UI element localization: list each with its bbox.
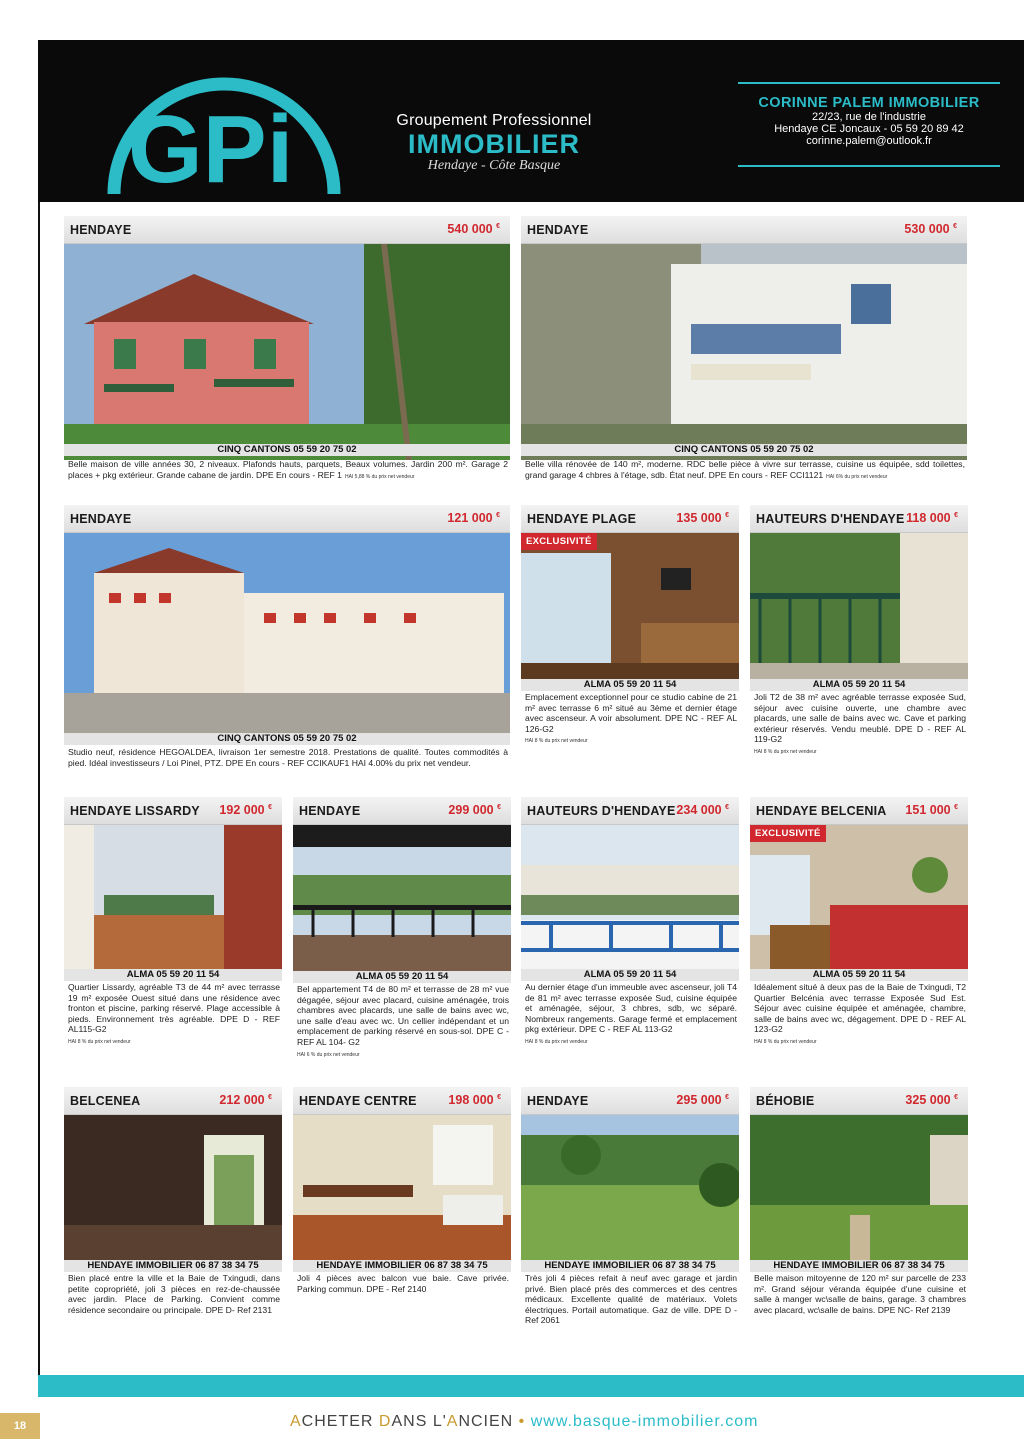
listing-photo[interactable] <box>750 825 968 969</box>
listing-description: Bel appartement T4 de 80 m² et terrasse de 28 m² vue dégagée, séjour avec placard, cuisine aménagée, trois chambres avec placards, une salle de bains avec wc, une salle d'eau avec wc. Un cellier indépendant et un emplacement de parking réservé en sous-sol. DPE C - REF AL 104- G2 HAI 6 % du prix net vendeur <box>297 984 509 1058</box>
agency-phone-band: ALMA 05 59 20 11 54 <box>293 971 511 983</box>
listing-description: Très joli 4 pièces refait à neuf avec garage et jardin privé. Bien placé près des commerces et des centres médicaux. Excellente qualité de matériaux. Volets électriques. Portail automatique. Gaz de ville. DPE D - Ref 2061 <box>525 1273 737 1326</box>
listing-card[interactable] <box>64 1087 282 1357</box>
listing-city: HENDAYE <box>70 223 132 237</box>
listing-card[interactable] <box>750 505 968 775</box>
agency-phone-band: ALMA 05 59 20 11 54 <box>64 969 282 981</box>
listing-header-bar <box>750 1087 968 1115</box>
listing-city: HAUTEURS D'HENDAYE <box>527 804 676 818</box>
listing-price: 212 000 € <box>219 1093 272 1107</box>
listing-price: 135 000 € <box>676 511 729 525</box>
listing-description: Belle maison mitoyenne de 120 m² sur parcelle de 233 m². Grand séjour véranda équipée d'une cuisine et salle à manger wc\salle de bains, garage. 3 chambres avec placard, wc\salle de bains. DPE NC- Ref 2139 <box>754 1273 966 1315</box>
listing-photo[interactable] <box>521 825 739 969</box>
listing-header-bar <box>521 216 967 244</box>
agency-phone-band: HENDAYE IMMOBILIER 06 87 38 34 75 <box>293 1260 511 1272</box>
listing-description: Quartier Lissardy, agréable T3 de 44 m² avec terrasse 19 m² exposée Ouest situé dans une résidence avec fronton et piscine, parking réservé. Plage accessible à pieds. Environnement très agréable. DPE D - REF AL115-G2 HAI 8 % du prix net vendeur <box>68 982 280 1045</box>
listing-description: Belle maison de ville années 30, 2 niveaux. Plafonds hauts, parquets, Beaux volumes. Jardin 200 m². Garage 2 places + pkg extérieur. Grande cabane de jardin. DPE En cours - REF 1 HAI 5,88 % du prix net vendeur <box>68 459 508 480</box>
org-line3: Hendaye - Côte Basque <box>427 158 561 173</box>
listing-description: Joli 4 pièces avec balcon vue baie. Cave privée. Parking commun. DPE - Ref 2140 <box>297 1273 509 1294</box>
agency-phone-band: CINQ CANTONS 05 59 20 75 02 <box>64 444 510 456</box>
listing-photo[interactable] <box>521 244 967 460</box>
listing-price: 325 000 € <box>905 1093 958 1107</box>
listing-price: 118 000 € <box>906 511 958 525</box>
listing-header-bar <box>293 797 511 825</box>
listing-header-bar <box>293 1087 511 1115</box>
header-banner <box>38 40 1024 202</box>
listing-price: 192 000 € <box>219 803 272 817</box>
listing-description: Bien placé entre la ville et la Baie de Txingudi, dans petite copropriété, joli 3 pièces en rez-de-chaussée avec jardin. Place de Parking. Convient comme résidence secondaire ou principale. DPE D- Ref 2131 <box>68 1273 280 1315</box>
listing-description: Idéalement situé à deux pas de la Baie de Txingudi, T2 Quartier Belcénia avec terrasse Exposée Sud Est. Séjour avec cuisine équipée et aménagée, chambre, salle de bains avec wc, dégagement. DPE D - REF AL 123-G2 HAI 8 % du prix net vendeur <box>754 982 966 1045</box>
page-number: 18 <box>0 1413 40 1439</box>
listing-description: Emplacement exceptionnel pour ce studio cabine de 21 m² avec terrasse 6 m² situé au 3ème et dernier étage avec ascenseur. A voir absolument. DPE NC - REF AL 126-G2 HAI 8 % du prix net vendeur <box>525 692 737 745</box>
listing-price: 530 000 € <box>904 222 957 236</box>
listing-city: HENDAYE CENTRE <box>299 1094 417 1108</box>
org-line1: Groupement Professionnel <box>396 112 592 129</box>
listing-card[interactable] <box>64 797 282 1077</box>
agency-phone-band: ALMA 05 59 20 11 54 <box>521 969 739 981</box>
listing-card[interactable] <box>64 216 510 496</box>
agency-phone: Hendaye CE Joncaux - 05 59 20 89 42 <box>774 123 964 135</box>
listing-price: 295 000 € <box>676 1093 729 1107</box>
listing-header-bar <box>64 1087 282 1115</box>
listing-card[interactable] <box>293 797 511 1077</box>
gpi-logo <box>94 54 354 194</box>
listing-card[interactable] <box>750 1087 968 1357</box>
agency-phone-band: CINQ CANTONS 05 59 20 75 02 <box>521 444 967 456</box>
agency-phone-band: HENDAYE IMMOBILIER 06 87 38 34 75 <box>64 1260 282 1272</box>
listing-card[interactable] <box>64 505 510 775</box>
listing-description: Belle villa rénovée de 140 m², moderne. RDC belle pièce à vivre sur terrasse, cuisine us équipée, sdd toilettes, grand garage 4 chbres à l'étage, sdb. État neuf. DPE En cours - REF CCI1121 HAI 6% du prix net vendeur <box>525 459 965 480</box>
divider <box>738 165 1000 167</box>
listing-city: HENDAYE LISSARDY <box>70 804 200 818</box>
listing-photo[interactable] <box>750 533 968 679</box>
listing-card[interactable] <box>750 797 968 1077</box>
listing-photo[interactable] <box>293 825 511 971</box>
listing-description: Studio neuf, résidence HEGOALDEA, livraison 1er semestre 2018. Prestations de qualité. Toutes commodités à pied. Idéal investisseurs / Loi Pinel, PTZ. DPE En cours - REF CCIKAUF1 HAI 4.00% du prix net vendeur. <box>68 747 508 768</box>
listing-price: 151 000 € <box>905 803 958 817</box>
listing-price: 234 000 € <box>676 803 729 817</box>
listing-header-bar <box>750 505 968 533</box>
listing-card[interactable] <box>521 797 739 1077</box>
agency-address: 22/23, rue de l'industrie <box>811 111 926 123</box>
listing-city: BÉHOBIE <box>756 1094 815 1108</box>
org-line2: IMMOBILIER <box>408 129 580 159</box>
listing-city: HAUTEURS D'HENDAYE <box>756 512 905 526</box>
listing-city: HENDAYE <box>70 512 132 526</box>
listing-price: 299 000 € <box>448 803 501 817</box>
listing-price: 540 000 € <box>447 222 500 236</box>
agency-phone-band: ALMA 05 59 20 11 54 <box>750 679 968 691</box>
agency-contact <box>738 82 1000 176</box>
listing-header-bar <box>521 797 739 825</box>
agency-phone-band: ALMA 05 59 20 11 54 <box>521 679 739 691</box>
listing-card[interactable] <box>293 1087 511 1357</box>
listing-description: Joli T2 de 38 m² avec agréable terrasse exposée Sud, séjour avec cuisine ouverte, une chambre avec placards, une salle de bains avec wc. Cave et parking extérieur réservés. Vendu meublé. DPE D - REF AL 119-G2 HAI 8 % du prix net vendeur <box>754 692 966 755</box>
agency-phone-band: ALMA 05 59 20 11 54 <box>750 969 968 981</box>
agency-name: CORINNE PALEM IMMOBILIER <box>758 95 980 111</box>
listing-city: HENDAYE PLAGE <box>527 512 637 526</box>
agency-phone-band: CINQ CANTONS 05 59 20 75 02 <box>64 733 510 745</box>
listing-header-bar <box>521 505 739 533</box>
listing-price: 198 000 € <box>448 1093 501 1107</box>
footer-tagline: ACHETER DANS L'ANCIEN • www.basque-immobilier.com <box>290 1413 759 1430</box>
listing-photo[interactable] <box>521 533 739 679</box>
listing-header-bar <box>64 216 510 244</box>
exclusivity-badge: EXCLUSIVITÉ <box>521 533 597 550</box>
agency-phone-band: HENDAYE IMMOBILIER 06 87 38 34 75 <box>521 1260 739 1272</box>
listing-header-bar <box>521 1087 739 1115</box>
listing-card[interactable] <box>521 505 739 775</box>
listing-photo[interactable] <box>293 1115 511 1260</box>
listing-photo[interactable] <box>750 1115 968 1260</box>
listing-city: HENDAYE BELCENIA <box>756 804 887 818</box>
listing-header-bar <box>750 797 968 825</box>
agency-phone-band: HENDAYE IMMOBILIER 06 87 38 34 75 <box>750 1260 968 1272</box>
listing-header-bar <box>64 505 510 533</box>
listing-card[interactable] <box>521 216 967 496</box>
listing-photo[interactable] <box>64 533 510 733</box>
listing-city: HENDAYE <box>527 223 589 237</box>
footer-band <box>38 1375 1024 1397</box>
listing-photo[interactable] <box>64 1115 282 1260</box>
listing-card[interactable] <box>521 1087 739 1357</box>
listing-photo[interactable] <box>521 1115 739 1260</box>
listing-city: BELCENEA <box>70 1094 141 1108</box>
website-link[interactable]: www.basque-immobilier.com <box>530 1413 759 1430</box>
listing-photo[interactable] <box>64 825 282 969</box>
listing-header-bar <box>64 797 282 825</box>
listing-description: Au dernier étage d'un immeuble avec ascenseur, joli T4 de 81 m² avec terrasse exposée Sud, cuisine équipée et aménagée, séjour, 3 chbres, sdb, wc séparé. Nombreux rangements. Garage fermé et emplacement pkg extérieur. DPE C - REF AL 113-G2 HAI 8 % du prix net vendeur <box>525 982 737 1045</box>
listing-city: HENDAYE <box>299 804 361 818</box>
listing-price: 121 000 € <box>447 511 500 525</box>
svg-text:GPi: GPi <box>128 96 294 194</box>
org-name <box>384 112 604 174</box>
listing-photo[interactable] <box>64 244 510 460</box>
exclusivity-badge: EXCLUSIVITÉ <box>750 825 826 842</box>
divider <box>738 82 1000 84</box>
agency-email[interactable]: corinne.palem@outlook.fr <box>806 135 932 147</box>
listing-city: HENDAYE <box>527 1094 589 1108</box>
